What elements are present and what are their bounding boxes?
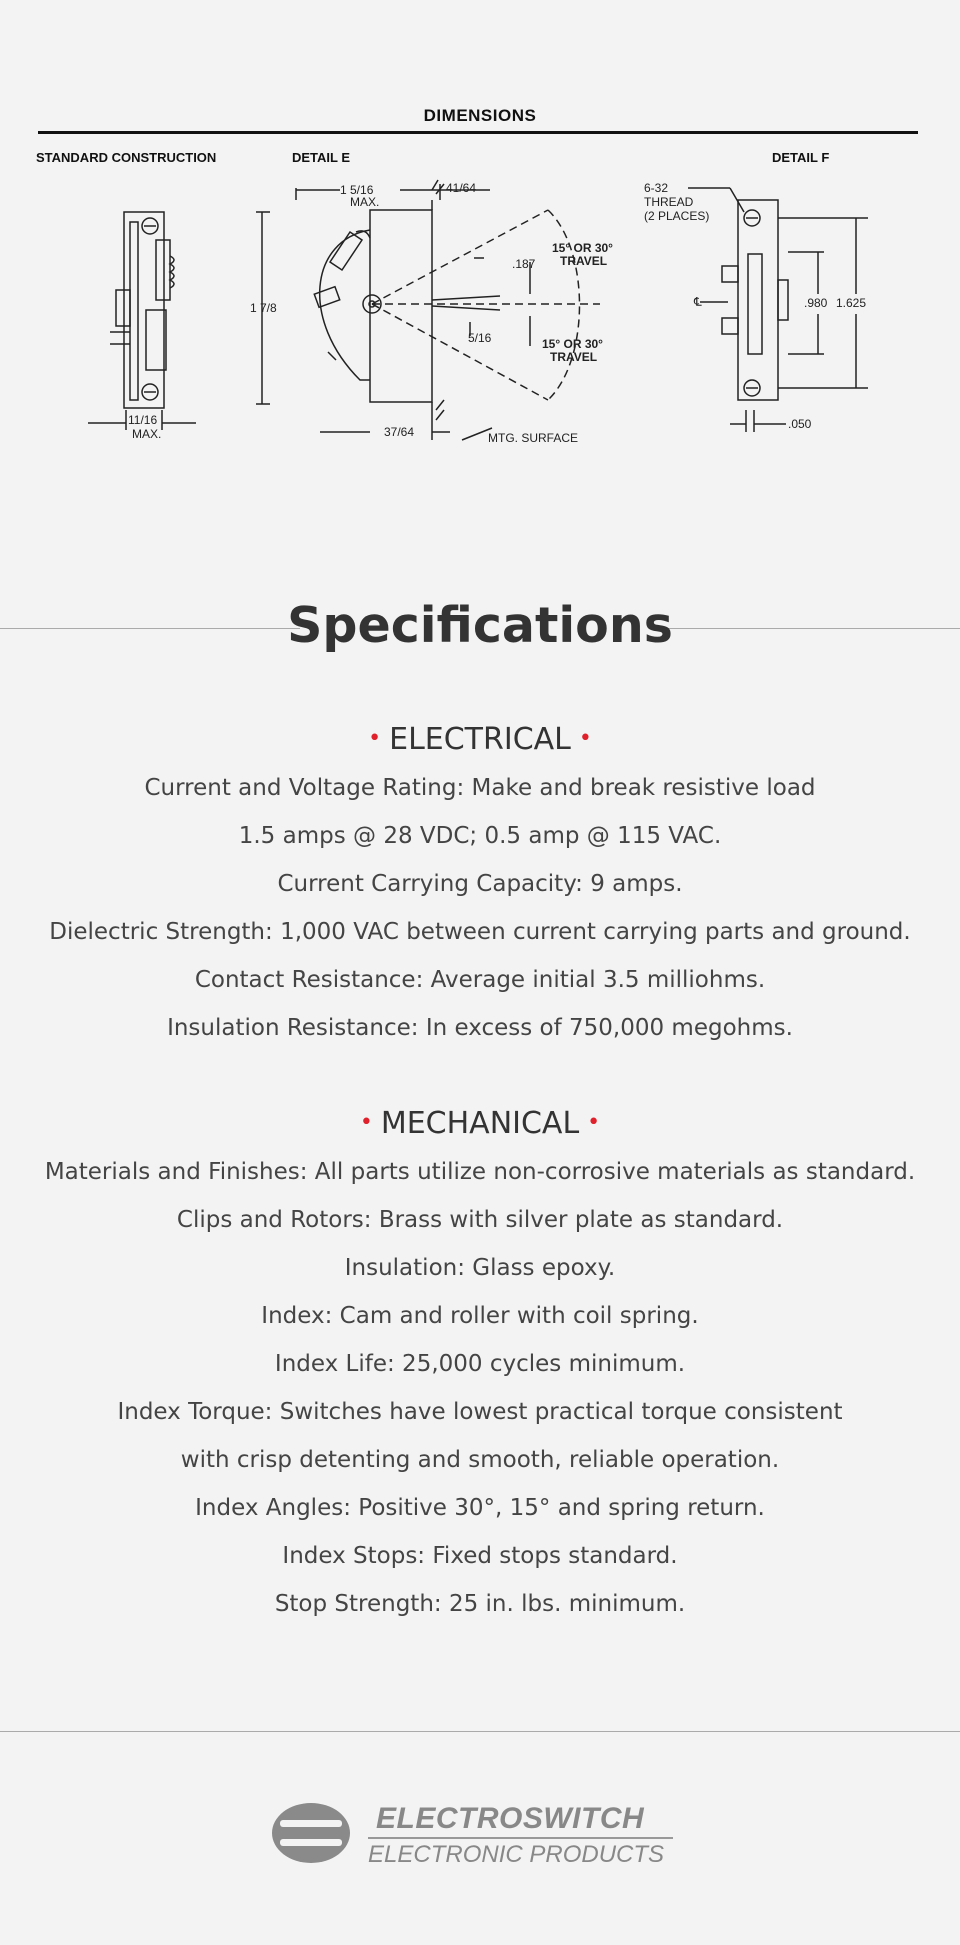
spec-line: Materials and Finishes: All parts utilize non-corrosive materials as standard. bbox=[44, 1159, 916, 1185]
f-980-text: .980 bbox=[804, 296, 828, 310]
e-41-64-text: 41/64 bbox=[446, 181, 477, 195]
e-travel2b-text: TRAVEL bbox=[550, 350, 598, 364]
e-5-16-text: 5/16 bbox=[468, 331, 492, 345]
spec-line: Current Carrying Capacity: 9 amps. bbox=[277, 871, 683, 897]
f-1625-text: 1.625 bbox=[836, 296, 867, 310]
e-187-text: .187 bbox=[512, 257, 536, 271]
e-top-max-text: MAX. bbox=[350, 195, 380, 209]
e-37-64-text: 37/64 bbox=[384, 425, 415, 439]
mechanical-heading-text: MECHANICAL bbox=[380, 1106, 580, 1141]
electrical-heading-text: ELECTRICAL bbox=[389, 722, 571, 757]
detail-e-label: DETAIL E bbox=[292, 150, 351, 165]
logo-line-1: ELECTROSWITCH bbox=[376, 1802, 645, 1835]
standard-side-view bbox=[88, 212, 196, 430]
standard-construction-label: STANDARD CONSTRUCTION bbox=[36, 150, 217, 165]
spec-line: Contact Resistance: Average initial 3.5 milliohms. bbox=[194, 967, 766, 993]
electroswitch-logo-icon bbox=[270, 1800, 352, 1866]
std-width-text: 11/16 bbox=[128, 413, 158, 427]
spec-line: Insulation Resistance: In excess of 750,000 megohms. bbox=[167, 1015, 793, 1041]
spec-line: Index Angles: Positive 30°, 15° and spring return. bbox=[195, 1495, 765, 1521]
e-top-text: 1 5/16 bbox=[340, 183, 374, 197]
spec-line: Stop Strength: 25 in. lbs. minimum. bbox=[274, 1591, 686, 1617]
spec-line: Index Life: 25,000 cycles minimum. bbox=[274, 1351, 686, 1377]
spec-line: Index Stops: Fixed stops standard. bbox=[282, 1543, 678, 1569]
spec-line: Insulation: Glass epoxy. bbox=[344, 1255, 616, 1281]
bullet-icon: • bbox=[587, 1109, 601, 1135]
spec-line: 1.5 amps @ 28 VDC; 0.5 amp @ 115 VAC. bbox=[238, 823, 722, 849]
detail-f-view bbox=[688, 188, 868, 432]
logo-line-2: ELECTRONIC PRODUCTS bbox=[368, 1841, 665, 1868]
mechanical-section bbox=[0, 1100, 960, 1628]
electrical-heading bbox=[0, 716, 960, 764]
specifications-title: Specifications bbox=[287, 597, 673, 654]
spec-line: Index: Cam and roller with coil spring. bbox=[261, 1303, 699, 1329]
e-travel1a-text: 15° OR 30° bbox=[552, 241, 613, 255]
electrical-section bbox=[0, 716, 960, 1052]
spec-line: Index Torque: Switches have lowest practical torque consistent bbox=[117, 1399, 843, 1425]
spec-line: Clips and Rotors: Brass with silver plate as standard. bbox=[176, 1207, 784, 1233]
e-height-text: 1 7/8 bbox=[250, 301, 277, 315]
mechanical-heading bbox=[0, 1100, 960, 1148]
f-thread2-text: THREAD bbox=[644, 195, 694, 209]
bullet-icon: • bbox=[578, 725, 592, 751]
e-mtg-text: MTG. SURFACE bbox=[488, 431, 579, 445]
f-cl-text: ℄ bbox=[694, 295, 702, 309]
bullet-icon: • bbox=[359, 1109, 373, 1135]
spec-line: with crisp detenting and smooth, reliable operation. bbox=[180, 1447, 780, 1473]
spec-line: Dielectric Strength: 1,000 VAC between current carrying parts and ground. bbox=[49, 919, 911, 945]
f-thread1-text: 6-32 bbox=[644, 181, 669, 195]
std-max-text: MAX. bbox=[132, 427, 162, 441]
technical-drawing bbox=[0, 0, 960, 470]
detail-e-view bbox=[256, 180, 530, 440]
e-travel1b-text: TRAVEL bbox=[560, 254, 608, 268]
detail-e-travel-lines bbox=[372, 210, 600, 400]
e-travel2a-text: 15° OR 30° bbox=[542, 337, 603, 351]
detail-f-label: DETAIL F bbox=[772, 150, 830, 165]
f-thread3-text: (2 PLACES) bbox=[644, 209, 710, 223]
dimensions-title: DIMENSIONS bbox=[423, 106, 537, 125]
bullet-icon: • bbox=[368, 725, 382, 751]
f-050-text: .050 bbox=[788, 417, 812, 431]
logo-divider bbox=[368, 1837, 673, 1839]
spec-line: Current and Voltage Rating: Make and break resistive load bbox=[144, 775, 816, 801]
dimensions-figure bbox=[0, 0, 960, 470]
specifications-heading-row bbox=[0, 596, 960, 656]
footer-divider bbox=[0, 1731, 960, 1732]
